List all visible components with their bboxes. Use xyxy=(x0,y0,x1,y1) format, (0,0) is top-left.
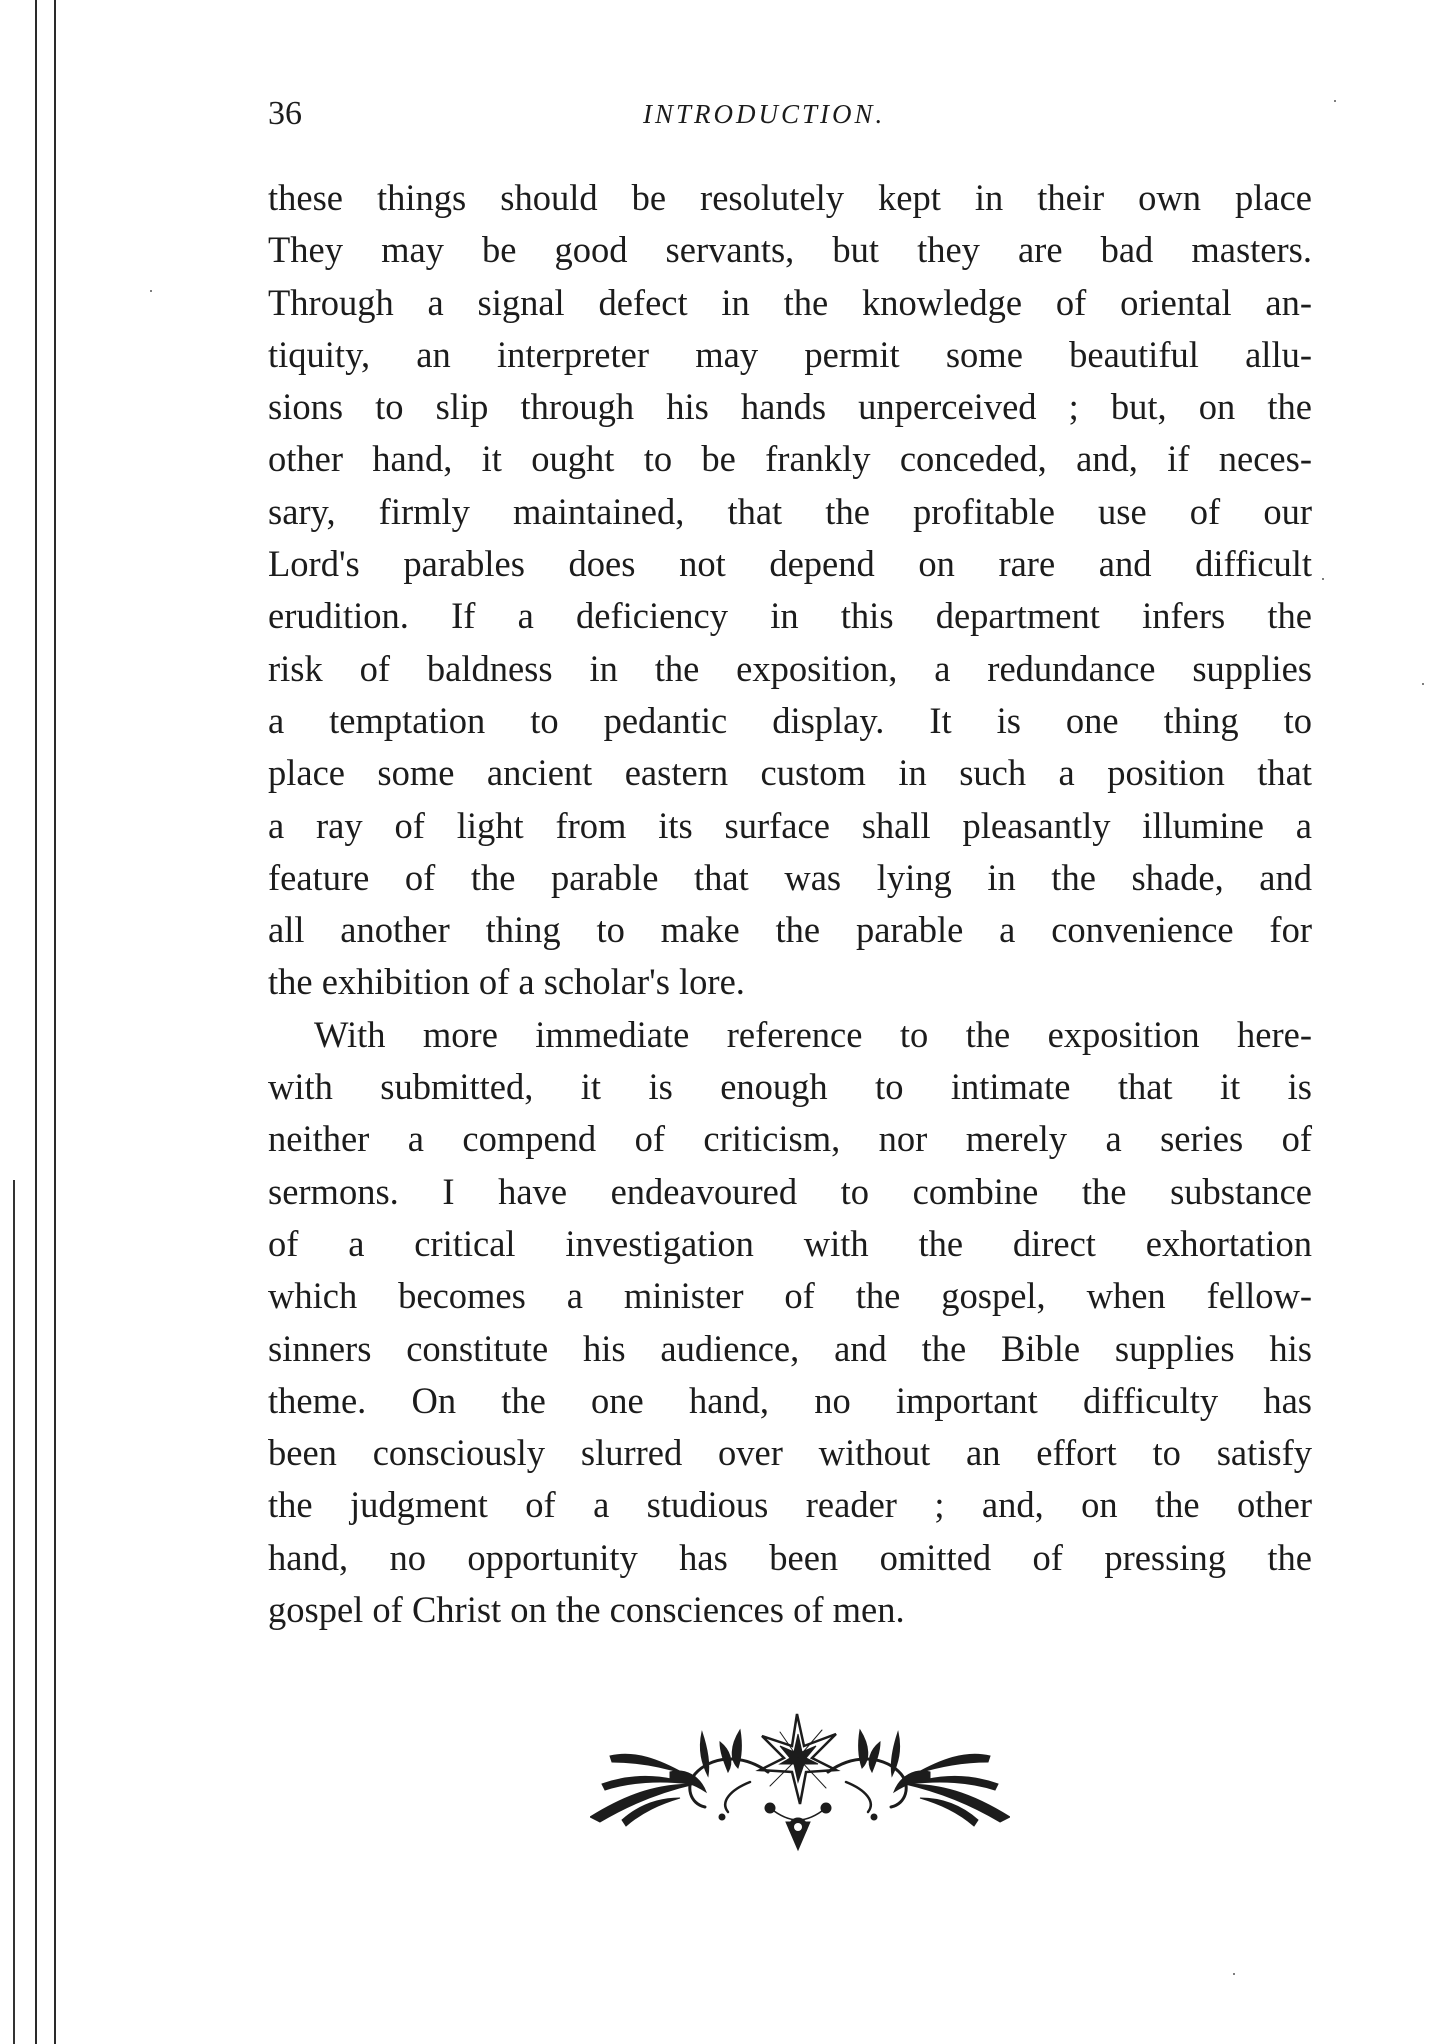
scan-speck xyxy=(1233,1973,1235,1975)
text-line: sermons. I have endeavoured to combine the substance xyxy=(268,1170,1312,1212)
binding-edge-line-outer xyxy=(13,1180,15,2044)
text-line: risk of baldness in the exposition, a redundance supplies xyxy=(268,647,1312,689)
text-line-last: the exhibition of a scholar's lore. xyxy=(268,961,745,1003)
text-line: They may be good servants, but they are bad masters. xyxy=(268,229,1312,271)
text-line: tiquity, an interpreter may permit some beautiful allu- xyxy=(268,333,1312,375)
text-line: sions to slip through his hands unperceived ; but, on the xyxy=(268,386,1312,428)
binding-edge-line-inner xyxy=(54,0,56,2044)
paragraph-2 xyxy=(268,1009,1312,1637)
text-line: all another thing to make the parable a convenience for xyxy=(268,909,1312,951)
text-line: place some ancient eastern custom in such a position that xyxy=(268,752,1312,794)
text-line: which becomes a minister of the gospel, when fellow- xyxy=(268,1275,1312,1317)
text-line: Lord's parables does not depend on rare and difficult xyxy=(268,543,1312,585)
paragraph-1 xyxy=(268,172,1312,1009)
text-line: with submitted, it is enough to intimate that it is xyxy=(268,1066,1312,1108)
text-line: Through a signal defect in the knowledge of oriental an- xyxy=(268,281,1312,323)
text-line: of a critical investigation with the direct exhortation xyxy=(268,1222,1312,1264)
running-head: INTRODUCTION. xyxy=(643,99,886,129)
binding-edge-line-middle xyxy=(35,0,37,2044)
page-header xyxy=(268,92,1312,136)
text-line: other hand, it ought to be frankly conceded, and, if neces- xyxy=(268,438,1312,480)
text-line: sinners constitute his audience, and the Bible supplies his xyxy=(268,1327,1312,1369)
text-line: feature of the parable that was lying in the shade, and xyxy=(268,856,1312,898)
text-line: a temptation to pedantic display. It is one thing to xyxy=(268,699,1312,741)
scan-speck xyxy=(150,290,152,292)
text-line-last: gospel of Christ on the consciences of men. xyxy=(268,1589,905,1631)
floral-star-tailpiece-icon xyxy=(590,1712,1010,1852)
scan-speck xyxy=(1422,683,1424,685)
scan-speck xyxy=(1322,578,1324,580)
text-line: a ray of light from its surface shall pleasantly illumine a xyxy=(268,804,1312,846)
text-line: these things should be resolutely kept in their own place xyxy=(268,177,1312,218)
text-line: been consciously slurred over without an effort to satisfy xyxy=(268,1432,1312,1474)
text-line: theme. On the one hand, no important difficulty has xyxy=(268,1379,1312,1421)
body-text xyxy=(268,172,1312,1636)
text-line: sary, firmly maintained, that the profitable use of our xyxy=(268,490,1312,532)
text-line: erudition. If a deficiency in this department infers the xyxy=(268,595,1312,637)
text-line: the judgment of a studious reader ; and, on the other xyxy=(268,1484,1312,1526)
text-line: neither a compend of criticism, nor merely a series of xyxy=(268,1118,1312,1160)
page-number: 36 xyxy=(268,95,302,132)
scan-speck xyxy=(1334,100,1336,102)
text-line: hand, no opportunity has been omitted of pressing the xyxy=(268,1536,1312,1578)
text-line-indented: With more immediate reference to the exposition here- xyxy=(314,1013,1312,1055)
